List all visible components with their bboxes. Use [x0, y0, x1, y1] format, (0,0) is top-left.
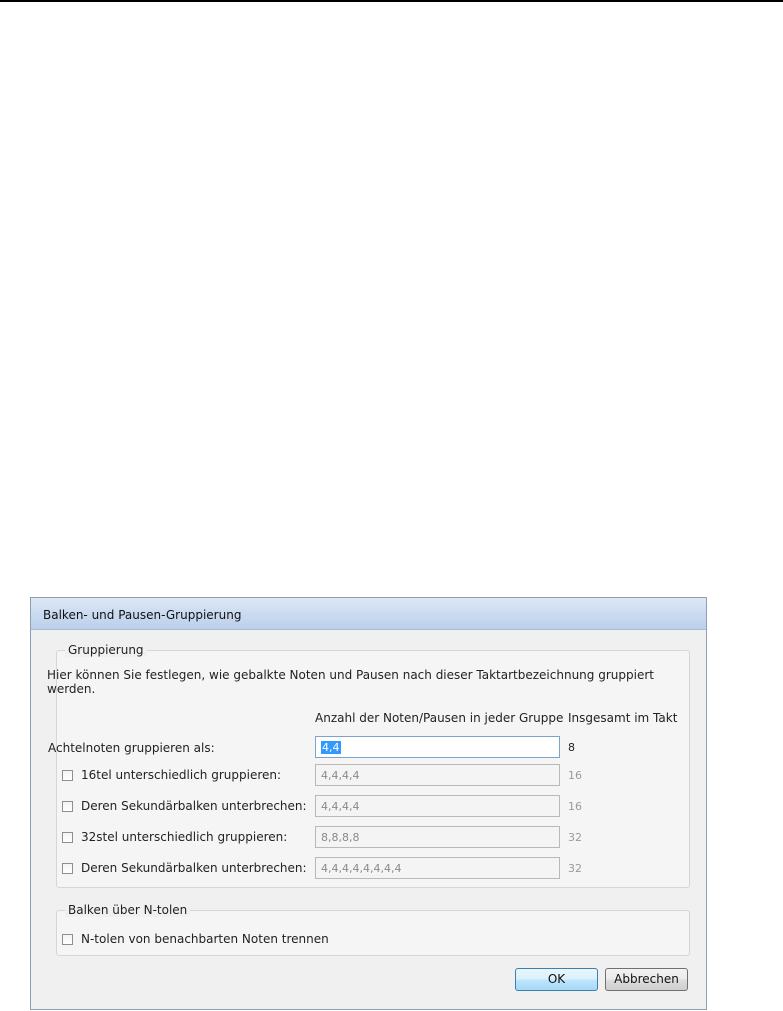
- tuplets-checkbox[interactable]: [62, 934, 73, 945]
- title-bar[interactable]: [31, 598, 706, 630]
- grouping-description: Hier können Sie festlegen, wie gebalkte Noten und Pausen nach dieser Taktartbezeichnung gruppiert werden.: [47, 668, 654, 696]
- sixteenths-checkbox-row[interactable]: [62, 768, 281, 782]
- eighth-notes-grouping-input[interactable]: [315, 736, 560, 758]
- break-secondary-beams-16-input[interactable]: 4,4,4,4: [315, 795, 560, 817]
- eighth-notes-label: Achtelnoten gruppieren als:: [48, 741, 215, 755]
- dialog-title: Balken- und Pausen-Gruppierung: [43, 608, 242, 622]
- break-secondary-beams-32-label: Deren Sekundärbalken unterbrechen:: [81, 861, 307, 875]
- top-border-line: [0, 0, 783, 2]
- tuplets-legend: Balken über N-tolen: [65, 903, 190, 917]
- thirty-seconds-checkbox-row[interactable]: [62, 830, 287, 844]
- tuplets-checkbox-row[interactable]: [62, 932, 329, 946]
- sixteenths-checkbox[interactable]: [62, 770, 73, 781]
- break-secondary-beams-16-row[interactable]: [62, 799, 307, 813]
- sixteenths-grouping-input[interactable]: 4,4,4,4: [315, 764, 560, 786]
- column-header-count: Anzahl der Noten/Pausen in jeder Gruppe: [315, 711, 564, 725]
- thirty-seconds-grouping-input[interactable]: 8,8,8,8: [315, 826, 560, 848]
- break-secondary-beams-32-checkbox[interactable]: [62, 863, 73, 874]
- break-secondary-beams-16-label: Deren Sekundärbalken unterbrechen:: [81, 799, 307, 813]
- sixteenths-total: 16: [568, 769, 582, 782]
- eighth-notes-total: 8: [568, 741, 575, 754]
- ok-button[interactable]: OK: [515, 968, 598, 991]
- break-secondary-beams-32-row[interactable]: [62, 861, 307, 875]
- break-secondary-beams-32-input[interactable]: 4,4,4,4,4,4,4,4: [315, 857, 560, 879]
- cancel-button[interactable]: Abbrechen: [605, 968, 688, 991]
- thirty-seconds-label: 32stel unterschiedlich gruppieren:: [81, 830, 288, 844]
- tuplets-checkbox-label: N-tolen von benachbarten Noten trennen: [81, 932, 329, 946]
- sixteenths-label: 16tel unterschiedlich gruppieren:: [81, 768, 282, 782]
- thirty-seconds-total: 32: [568, 831, 582, 844]
- grouping-legend: Gruppierung: [65, 643, 147, 657]
- break-secondary-beams-16-checkbox[interactable]: [62, 801, 73, 812]
- eighth-notes-grouping-value: 4,4: [322, 741, 340, 754]
- beam-rest-grouping-dialog: [30, 597, 707, 1010]
- column-header-total: Insgesamt im Takt: [568, 711, 678, 725]
- break-secondary-beams-32-total: 32: [568, 862, 582, 875]
- thirty-seconds-checkbox[interactable]: [62, 832, 73, 843]
- break-secondary-beams-16-total: 16: [568, 800, 582, 813]
